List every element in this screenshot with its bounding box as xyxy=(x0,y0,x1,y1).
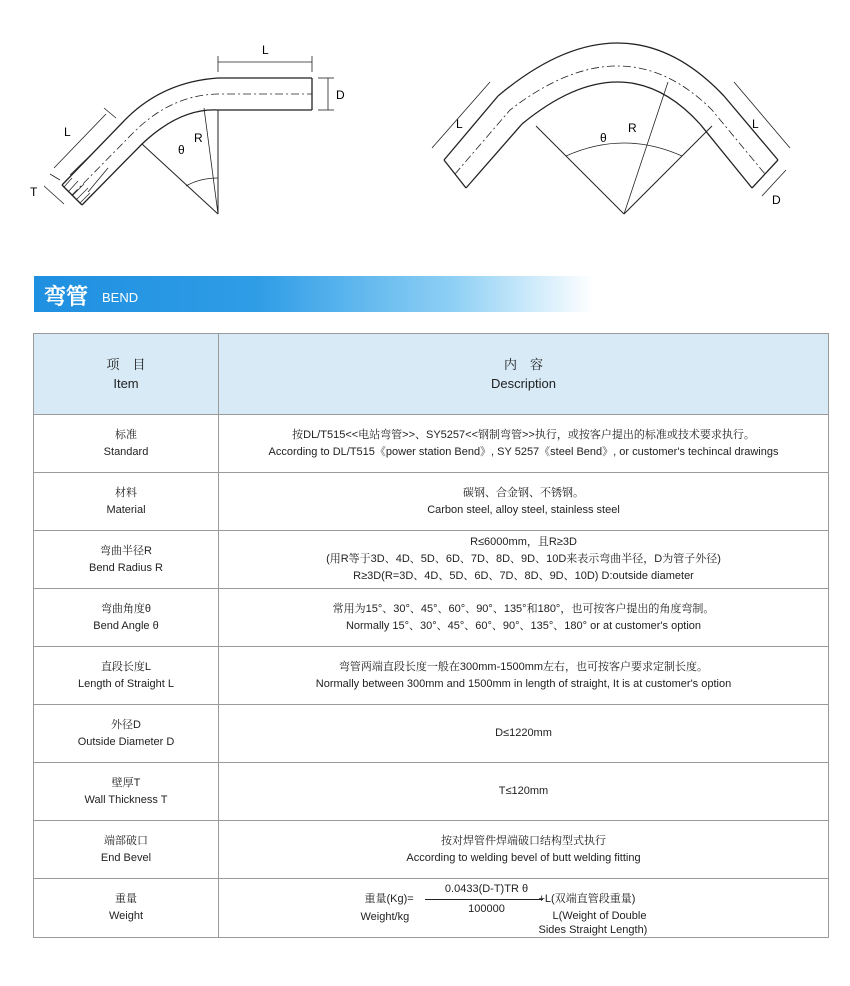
header-desc-cell xyxy=(219,334,829,415)
item-label-cn: 弯曲角度θ xyxy=(100,602,152,615)
right-label-R: R xyxy=(628,121,637,135)
header-item-en: Item xyxy=(113,376,139,391)
item-label-cn: 端部破口 xyxy=(104,834,148,847)
item-label-cn: 直段长度L xyxy=(100,660,152,673)
description-cell xyxy=(219,647,829,705)
item-cell xyxy=(34,705,219,763)
header-desc-cn: 内 容 xyxy=(503,357,543,372)
description-line: 弯管两端直段长度一般在300mm-1500mm左右，也可按客户要求定制长度。 xyxy=(338,660,709,673)
header-item-cn: 项 目 xyxy=(106,357,146,372)
weight-en-line2: Sides Straight Length) xyxy=(538,924,648,936)
weight-label-unit: Weight/kg xyxy=(360,911,410,923)
item-cell xyxy=(34,821,219,879)
item-label-en: Length of Straight L xyxy=(77,677,174,690)
table-row xyxy=(34,415,829,473)
weight-denominator: 100000 xyxy=(468,903,505,915)
item-label-cn: 标准 xyxy=(115,428,137,441)
table-row xyxy=(34,705,829,763)
description-cell xyxy=(219,473,829,531)
weight-plus-text: +L(双端直管段重量) xyxy=(538,893,636,905)
description-cell xyxy=(219,763,829,821)
table-row xyxy=(34,763,829,821)
description-line: D≤1220mm xyxy=(495,727,552,739)
description-line: Carbon steel, alloy steel, stainless steel xyxy=(427,503,620,516)
table-body xyxy=(34,415,829,879)
left-label-L-side: L xyxy=(64,125,71,139)
description-cell xyxy=(219,415,829,473)
left-label-T: T xyxy=(30,185,38,199)
right-label-L-left: L xyxy=(456,117,463,131)
item-label-cn: 壁厚T xyxy=(111,776,141,789)
header-item-cell xyxy=(34,334,219,415)
table-row xyxy=(34,589,829,647)
table-row-weight xyxy=(34,879,829,938)
item-cell xyxy=(34,763,219,821)
item-cell xyxy=(34,647,219,705)
weight-item-cell xyxy=(34,879,219,938)
description-line: R≤6000mm，且R≥3D xyxy=(470,536,577,548)
description-cell xyxy=(219,705,829,763)
description-line: T≤120mm xyxy=(498,785,549,797)
weight-body xyxy=(34,879,829,938)
left-label-R: R xyxy=(194,131,203,145)
weight-item-cn: 重量 xyxy=(115,893,137,905)
item-label-en: Bend Angle θ xyxy=(93,619,159,632)
description-line: 常用为15°、30°、45°、60°、90°、135°和180°，也可按客户提出的角度弯制。 xyxy=(332,602,715,615)
item-cell xyxy=(34,473,219,531)
right-label-L-right: L xyxy=(752,117,759,131)
description-line: 碳钢、合金钢、不锈钢。 xyxy=(463,486,584,499)
item-cell xyxy=(34,415,219,473)
description-line: According to DL/T515《power station Bend》, SY 5257《steel Bend》, or customer's techincal drawings xyxy=(268,445,779,458)
item-label-en: Wall Thickness T xyxy=(84,793,168,806)
right-bend-diagram xyxy=(432,43,790,214)
weight-item-en: Weight xyxy=(108,910,144,922)
right-label-theta: θ xyxy=(600,131,607,145)
description-line: Normally 15°、30°、45°、60°、90°、135°、180° or at customer's option xyxy=(345,619,702,632)
left-bend-diagram xyxy=(44,56,334,214)
table-row xyxy=(34,647,829,705)
item-cell xyxy=(34,531,219,589)
item-cell xyxy=(34,589,219,647)
item-label-cn: 外径D xyxy=(111,718,141,731)
spec-table xyxy=(33,333,829,938)
weight-formula xyxy=(359,879,689,936)
banner-title-cn: 弯管 xyxy=(44,284,89,309)
bend-diagrams xyxy=(0,0,850,270)
table-header-row xyxy=(34,334,829,415)
header-desc-en: Description xyxy=(490,376,557,391)
item-label-en: Outside Diameter D xyxy=(77,735,175,748)
weight-en-line1: L(Weight of Double xyxy=(552,910,647,922)
fraction-bar xyxy=(425,899,543,900)
table-row xyxy=(34,531,829,589)
description-line: 按对焊管件焊端破口结构型式执行 xyxy=(441,834,606,847)
weight-numerator: 0.0433(D-T)TR θ xyxy=(444,883,529,895)
description-line: R≥3D(R=3D、4D、5D、6D、7D、8D、9D、10D) D:outside diameter xyxy=(353,570,694,582)
item-label-en: Standard xyxy=(103,445,149,458)
description-cell xyxy=(219,531,829,589)
description-line: 按DL/T515<<电站弯管>>、SY5257<<钢制弯管>>执行，或按客户提出的标准或技术要求执行。 xyxy=(292,428,755,441)
banner-title-en: BEND xyxy=(102,290,139,305)
weight-desc-cell xyxy=(219,879,829,938)
left-label-D: D xyxy=(336,88,345,102)
description-line: (用R等于3D、4D、5D、6D、7D、8D、9D、10D来表示弯曲半径，D为管子外径) xyxy=(326,553,721,565)
item-label-cn: 弯曲半径R xyxy=(100,544,152,557)
right-label-D: D xyxy=(772,193,781,207)
description-line: According to welding bevel of butt welding fitting xyxy=(406,851,641,864)
item-label-en: End Bevel xyxy=(100,851,152,864)
item-label-cn: 材料 xyxy=(115,486,137,499)
table-row xyxy=(34,473,829,531)
item-label-en: Material xyxy=(106,503,146,516)
description-line: Normally between 300mm and 1500mm in length of straight, It is at customer's option xyxy=(315,677,732,690)
left-label-theta: θ xyxy=(178,143,185,157)
section-banner xyxy=(34,276,594,312)
table-row xyxy=(34,821,829,879)
description-cell xyxy=(219,821,829,879)
description-cell xyxy=(219,589,829,647)
left-label-L-top: L xyxy=(262,43,269,57)
item-label-en: Bend Radius R xyxy=(89,561,163,574)
weight-label-cn: 重量(Kg)= xyxy=(364,893,414,905)
